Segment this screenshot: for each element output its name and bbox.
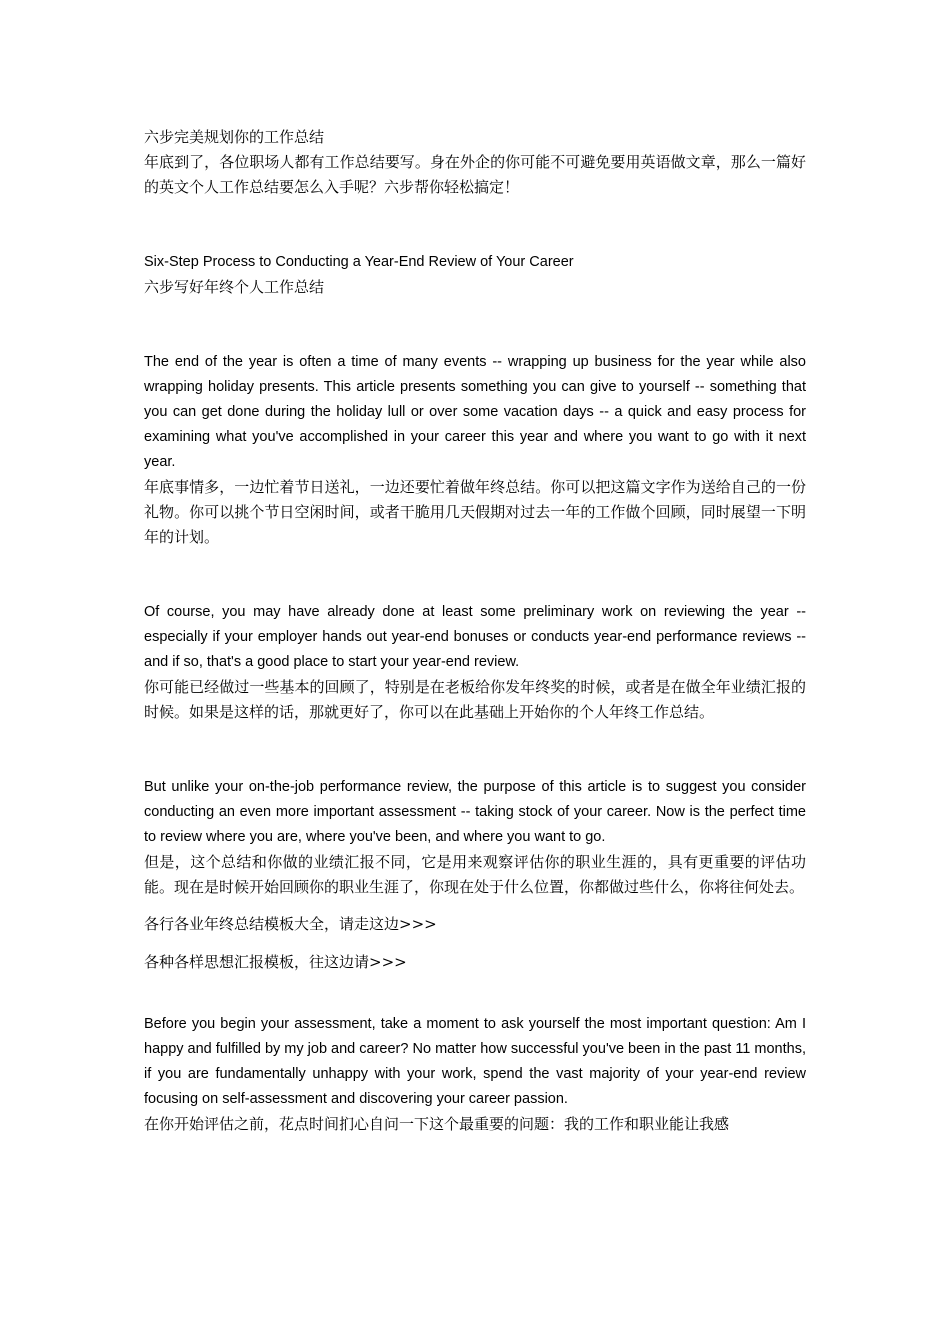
document-page — [144, 125, 806, 1137]
spacer — [144, 937, 806, 950]
paragraph-3-chinese: 但是，这个总结和你做的业绩汇报不同，它是用来观察评估你的职业生涯的，具有更重要的评估功能。现在是时候开始回顾你的职业生涯了，你现在处于什么位置，你都做过些什么，你将往何处去。 — [144, 853, 806, 896]
paragraph-1-chinese: 年底事情多，一边忙着节日送礼，一边还要忙着做年终总结。你可以把这篇文字作为送给自己的一份礼物。你可以挑个节日空闲时间，或者干脆用几天假期对过去一年的工作做个回顾，同时展望一下明年的计划。 — [144, 478, 806, 546]
doc-title: 六步完美规划你的工作总结 — [144, 128, 325, 146]
spacer — [144, 300, 806, 350]
heading-chinese: 六步写好年终个人工作总结 — [144, 278, 325, 296]
paragraph-4-english: Before you begin your assessment, take a moment to ask yourself the most important question: Am I happy and fulfilled by my job and career? No matter how successful you've been in the past 11 months, if you are fundamentally unhappy with your work, spend the vast majority of your year-end review focusing on self-assessment and discovering your career passion. — [144, 1016, 806, 1107]
template-link-2[interactable]: 各种各样思想汇报模板，往这边请>>> — [144, 953, 407, 971]
paragraph-1-english: The end of the year is often a time of many events -- wrapping up business for the year while also wrapping holiday presents. This article presents something you can give to yourself -- something that you can get done during the holiday lull or over some vacation days -- a quick and easy process for examining what you've accomplished in your career this year and where you want to go with it next year. — [144, 354, 806, 470]
spacer — [144, 550, 806, 600]
paragraph-2-english: Of course, you may have already done at least some preliminary work on reviewing the year -- especially if your employer hands out year-end bonuses or conducts year-end performance reviews -- and if so, that's a good place to start your year-end review. — [144, 604, 806, 670]
heading-english: Six-Step Process to Conducting a Year-End Review of Your Career — [144, 254, 574, 270]
spacer — [144, 975, 806, 1012]
paragraph-3-english: But unlike your on-the-job performance review, the purpose of this article is to suggest you consider conducting an even more important assessment -- taking stock of your career. Now is the perfect time to review where you are, where you've been, and where you want to go. — [144, 779, 806, 845]
template-link-1[interactable]: 各行各业年终总结模板大全，请走这边>>> — [144, 915, 437, 933]
intro-paragraph: 年底到了，各位职场人都有工作总结要写。身在外企的你可能不可避免要用英语做文章，那么一篇好的英文个人工作总结要怎么入手呢？六步帮你轻松搞定！ — [144, 153, 806, 196]
paragraph-2-chinese: 你可能已经做过一些基本的回顾了，特别是在老板给你发年终奖的时候，或者是在做全年业绩汇报的时候。如果是这样的话，那就更好了，你可以在此基础上开始你的个人年终工作总结。 — [144, 678, 806, 721]
spacer — [144, 900, 806, 912]
paragraph-4-chinese: 在你开始评估之前，花点时间扪心自问一下这个最重要的问题：我的工作和职业能让我感 — [144, 1115, 730, 1133]
spacer — [144, 200, 806, 250]
spacer — [144, 725, 806, 775]
